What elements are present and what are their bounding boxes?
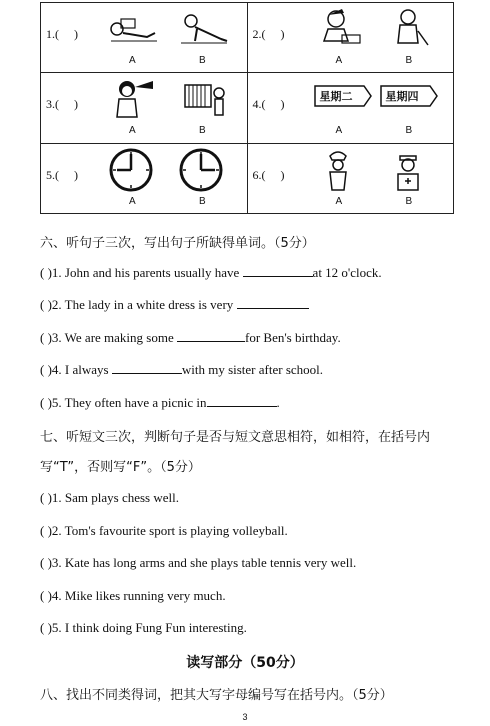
section-7-title-line-2: 写“T”，否则写“F”。（5分） — [40, 460, 201, 475]
question-number: 5.( ) — [46, 167, 78, 182]
boy-cleaning-icon — [384, 7, 436, 51]
day-card-b — [380, 85, 438, 107]
section-8-title: 八、找出不同类得词，把其大写字母编号写在括号内。（5分） — [40, 688, 393, 703]
item-text: . — [276, 395, 280, 410]
answer-blank[interactable] — [207, 394, 277, 407]
option-b-label: B — [199, 55, 206, 67]
section-6-item-2 — [40, 296, 309, 313]
option-b-label: B — [199, 195, 206, 207]
section-6-item-5 — [40, 394, 280, 411]
question-number: 1.( ) — [46, 27, 78, 42]
option-a-label: A — [335, 125, 343, 137]
grid-cell-5 — [41, 144, 247, 213]
option-b-label: B — [405, 55, 413, 67]
option-b-label: B — [199, 125, 206, 137]
answer-blank[interactable] — [237, 296, 309, 309]
grid-cell-4 — [248, 73, 454, 142]
answer-blank[interactable] — [177, 329, 245, 342]
option-a-label: A — [335, 195, 343, 207]
grid-cell-3 — [41, 73, 247, 142]
item-text: for Ben's birthday. — [244, 330, 341, 345]
section-7-item-5: ( )5. I think doing Fung Fun interesting. — [40, 620, 247, 635]
question-number: 6.( ) — [252, 167, 285, 182]
item-text: ( )5. They often have a picnic in — [40, 395, 207, 410]
day-label-a: 星期二 — [319, 90, 353, 104]
section-7-item-3: ( )3. Kate has long arms and she plays table tennis very well. — [40, 555, 357, 570]
person-doing-pushups-icon — [177, 7, 229, 51]
picture-choice-grid — [40, 2, 454, 214]
item-text: ( )3. We are making some — [40, 330, 177, 345]
question-number: 4.( ) — [252, 97, 285, 112]
section-7-item-4: ( )4. Mike likes running very much. — [40, 588, 226, 603]
item-text: at 12 o'clock. — [312, 265, 382, 280]
cook-icon — [314, 148, 366, 192]
piano-player-icon — [177, 77, 229, 121]
option-b-label: B — [405, 125, 413, 137]
section-7-item-2: ( )2. Tom's favourite sport is playing volleyball. — [40, 523, 288, 538]
item-text: ( )2. The lady in a white dress is very — [40, 297, 237, 312]
boy-writing-icon — [314, 7, 366, 51]
option-a-label: A — [129, 55, 136, 67]
girl-singing-icon — [107, 77, 159, 121]
question-number: 3.( ) — [46, 97, 78, 112]
clock-three-icon — [177, 148, 229, 192]
reading-writing-part-title: 读写部分（50分） — [186, 655, 304, 671]
day-label-b: 星期四 — [385, 90, 419, 104]
section-7-item-1: ( )1. Sam plays chess well. — [40, 490, 180, 505]
item-text: with my sister after school. — [181, 362, 324, 377]
answer-blank[interactable] — [112, 361, 182, 374]
grid-cell-1 — [41, 3, 247, 72]
option-a-label: A — [335, 55, 343, 67]
section-6-item-3 — [40, 329, 341, 346]
grid-cell-6 — [248, 144, 454, 213]
section-6-item-1 — [40, 264, 382, 281]
section-7-title-line-1: 七、听短文三次，判断句子是否与短文意思相符，如相符，在括号内 — [40, 430, 431, 445]
grid-cell-2 — [248, 3, 454, 72]
section-6-title: 六、听句子三次，写出句子所缺得单词。（5分） — [40, 236, 315, 251]
section-6-item-4 — [40, 361, 323, 378]
question-number: 2.( ) — [252, 27, 285, 42]
day-card-a — [314, 85, 372, 107]
option-b-label: B — [405, 195, 413, 207]
page-number: 3 — [242, 712, 248, 722]
doctor-icon — [384, 148, 436, 192]
option-a-label: A — [129, 125, 136, 137]
person-lying-reading-icon — [107, 7, 159, 51]
item-text: ( )4. I always — [40, 362, 112, 377]
option-a-label: A — [129, 195, 136, 207]
item-text: ( )1. John and his parents usually have — [40, 265, 243, 280]
clock-nine-icon — [107, 148, 159, 192]
answer-blank[interactable] — [243, 264, 313, 277]
